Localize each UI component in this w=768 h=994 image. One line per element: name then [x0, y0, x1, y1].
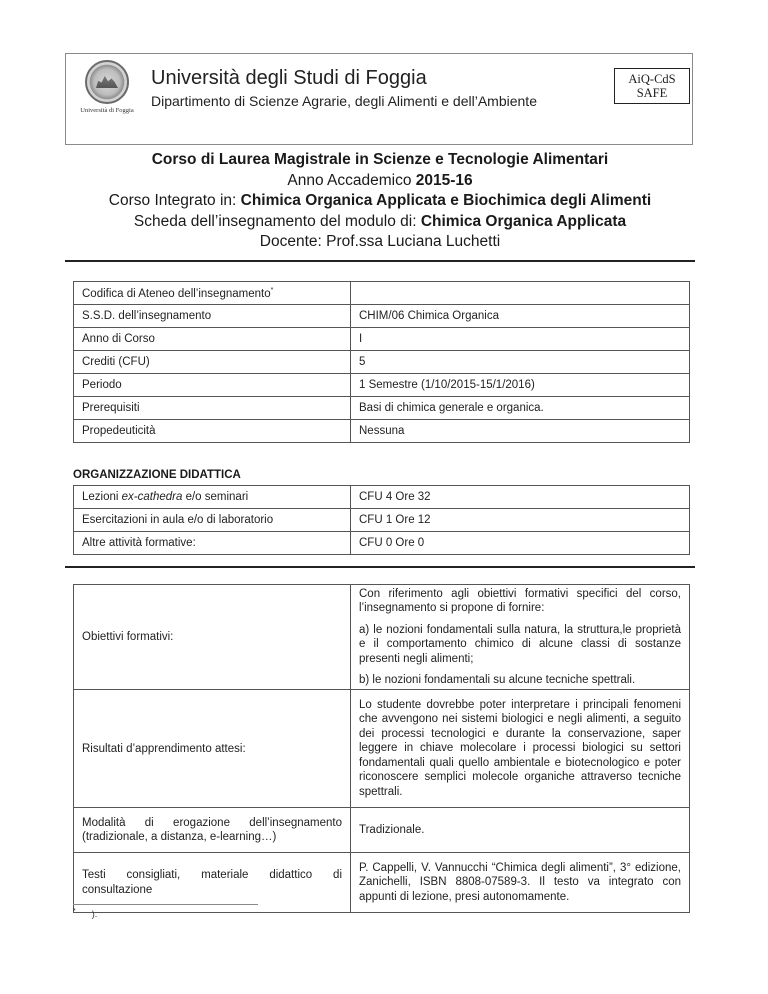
row-value: Basi di chimica generale e organica.: [351, 397, 690, 420]
table-row: [74, 397, 690, 420]
objectives-label: Obiettivi formativi:: [74, 585, 351, 690]
table-row: [74, 282, 690, 305]
aiq-badge-line1: AiQ-CdS: [628, 72, 676, 86]
row-value: CFU 1 Ore 12: [351, 509, 690, 532]
table-row: [74, 509, 690, 532]
aiq-badge-line2: SAFE: [636, 86, 668, 100]
row-value: CFU 4 Ore 32: [351, 486, 690, 509]
table-row: [74, 808, 690, 853]
row-value: CHIM/06 Chimica Organica: [351, 305, 690, 328]
table-row: [74, 585, 690, 690]
row-label: Altre attività formative:: [74, 532, 351, 555]
university-seal-icon: [85, 60, 129, 104]
table-row: [74, 690, 690, 808]
department-name: Dipartimento di Scienze Agrarie, degli Alimenti e dell’Ambiente: [151, 93, 537, 109]
results-value: Lo studente dovrebbe poter interpretare i principali fenomeni che avvengono nei sistemi biologici e negli alimenti, a seguito dei processi tecnologici e durante la conservazione, saper leggere in chiave molecolare i processi biologici su settori fondamentali quali quello ambientale e biotecnologico e poter riconoscere semplici molecole organiche attraverso tecniche spettrali.: [351, 690, 690, 808]
table-row: [74, 420, 690, 443]
row-value: [351, 282, 690, 305]
delivery-label: Modalità di erogazione dell’insegnamento (tradizionale, a distanza, e-learning…): [74, 808, 351, 853]
row-value: 5: [351, 351, 690, 374]
row-value: I: [351, 328, 690, 351]
table-row: [74, 328, 690, 351]
texts-value: P. Cappelli, V. Vannucchi “Chimica degli alimenti”, 3° edizione, Zanichelli, ISBN 8808-07589-3. Il testo va integrato con appunti di lezione, presi autonomamente.: [351, 853, 690, 913]
table-row: [74, 486, 690, 509]
university-name: Università degli Studi di Foggia: [151, 67, 427, 89]
module-name: Scheda dell’insegnamento del modulo di: Chimica Organica Applicata: [133, 212, 627, 230]
table-row: [74, 305, 690, 328]
info-table: [73, 281, 690, 443]
row-label: Anno di Corso: [74, 328, 351, 351]
document-title: [65, 150, 695, 253]
table-row: [74, 351, 690, 374]
row-label: Esercitazioni in aula e/o di laboratorio: [74, 509, 351, 532]
row-label: Periodo: [74, 374, 351, 397]
logo-caption: Università di Foggia: [80, 107, 134, 114]
teacher-name: Docente: Prof.ssa Luciana Luchetti: [259, 233, 501, 250]
delivery-value: Tradizionale.: [351, 808, 690, 853]
university-logo: [78, 60, 136, 114]
results-label: Risultati d’apprendimento attesi:: [74, 690, 351, 808]
row-value: CFU 0 Ore 0: [351, 532, 690, 555]
footnote: * ).: [73, 908, 98, 919]
row-label: Codifica di Ateneo dell’insegnamento*: [74, 282, 351, 305]
divider: [65, 566, 695, 568]
footnote-divider: [73, 904, 258, 905]
objectives-value: Con riferimento agli obiettivi formativi specifici del corso, l’insegnamento si propone di fornire: a) le nozioni fondamentali sulla natura, la struttura,le proprietà e il comportamento chimico di alcune classi di sostanze presenti negli alimenti; b) le nozioni fondamentali su alcune tecniche spettrali.: [351, 585, 690, 690]
row-label: Propedeuticità: [74, 420, 351, 443]
row-label: Lezioni ex-cathedra e/o seminari: [74, 486, 351, 509]
table-row: [74, 374, 690, 397]
row-value: 1 Semestre (1/10/2015-15/1/2016): [351, 374, 690, 397]
row-label: Prerequisiti: [74, 397, 351, 420]
integrated-course: Corso Integrato in: Chimica Organica Applicata e Biochimica degli Alimenti: [108, 192, 652, 209]
table-row: [74, 532, 690, 555]
course-title: Corso di Laurea Magistrale in Scienze e Tecnologie Alimentari: [151, 151, 609, 168]
header-box: [65, 53, 693, 145]
divider: [65, 260, 695, 262]
academic-year: Anno Accademico 2015-16: [287, 171, 473, 189]
row-label: S.S.D. dell’insegnamento: [74, 305, 351, 328]
section-heading: ORGANIZZAZIONE DIDATTICA: [73, 469, 241, 481]
row-value: Nessuna: [351, 420, 690, 443]
aiq-badge: [614, 68, 690, 104]
details-table: [73, 584, 690, 913]
row-label: Crediti (CFU): [74, 351, 351, 374]
texts-label: Testi consigliati, materiale didattico di consultazione: [74, 853, 351, 913]
organization-table: [73, 485, 690, 555]
